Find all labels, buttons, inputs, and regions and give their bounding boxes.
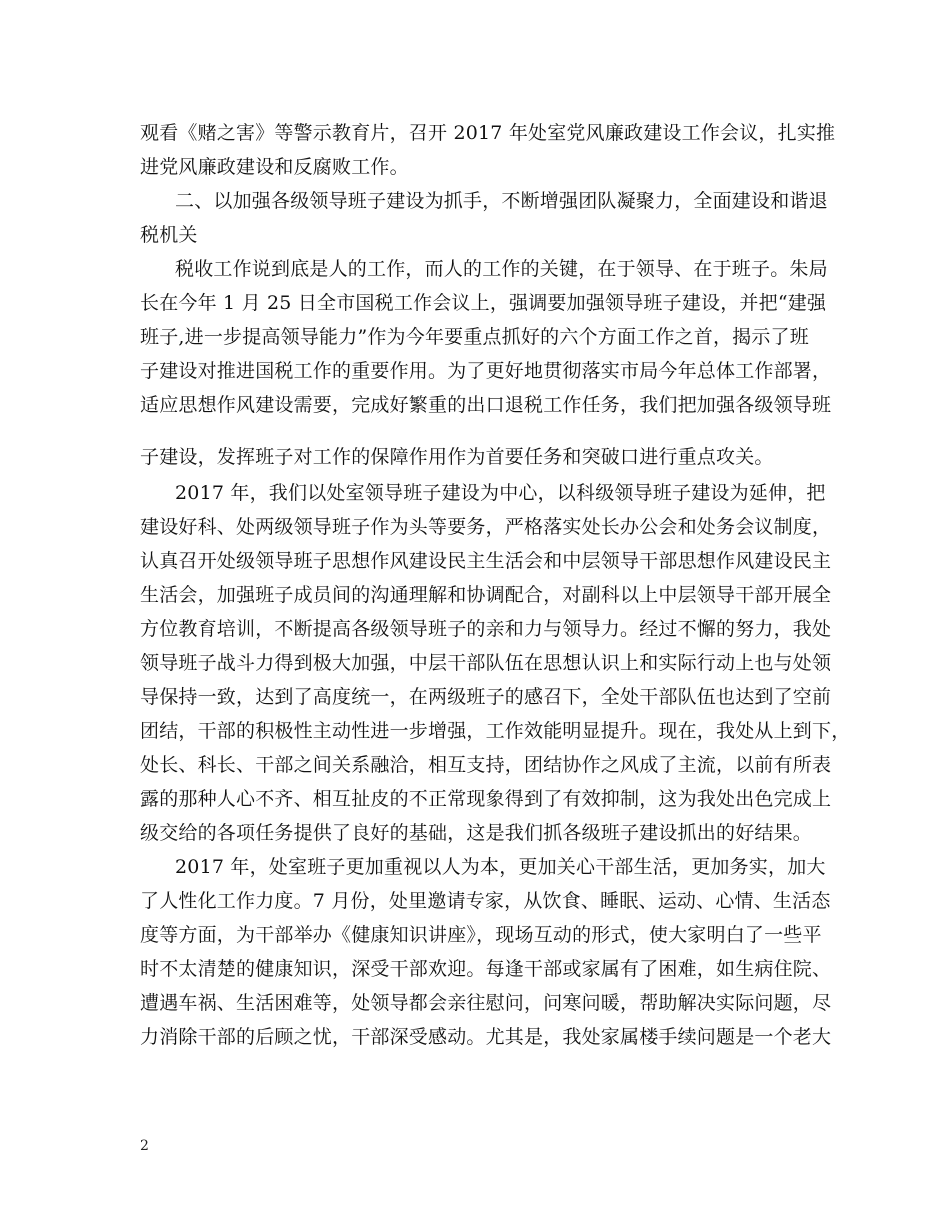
body-text-line: 导保持一致，达到了高度统一，在两级班子的感召下，全处干部队伍也达到了空前 [140, 686, 832, 708]
body-text-line: 方位教育培训，不断提高各级领导班子的亲和力与领导力。经过不懈的努力，我处 [140, 618, 832, 640]
body-text-line: 时不太清楚的健康知识，深受干部欢迎。每逢干部或家属有了困难，如生病住院、 [140, 958, 832, 980]
body-text-line: 子建设，发挥班子对工作的保障作用作为首要任务和突破口进行重点攻关。 [140, 446, 774, 468]
body-text-line: 认真召开处级领导班子思想作风建设民主生活会和中层领导干部思想作风建设民主 [140, 550, 832, 572]
body-text-line: 2017 年，处室班子更加重视以人为本，更加关心干部生活，更加务实，加大 [175, 856, 826, 878]
section-heading-line: 二、以加强各级领导班子建设为抓手，不断增强团队凝聚力，全面建设和谐退 [175, 190, 828, 212]
body-text-line: 团结，干部的积极性主动性进一步增强，工作效能明显提升。现在，我处从上到下， [140, 720, 851, 742]
body-text-line: 了人性化工作力度。7 月份，处里邀请专家，从饮食、睡眠、运动、心情、生活态 [140, 890, 831, 912]
body-text-line: 班子,进一步提高领导能力”作为今年要重点抓好的六个方面工作之首，揭示了班 [140, 326, 809, 348]
body-text-line: 生活会，加强班子成员间的沟通理解和协调配合，对副科以上中层领导干部开展全 [140, 584, 832, 606]
body-text-line: 适应思想作风建设需要，完成好繁重的出口退税工作任务，我们把加强各级领导班 [140, 394, 832, 416]
body-text-line: 2017 年，我们以处室领导班子建设为中心，以科级领导班子建设为延伸，把 [175, 482, 826, 504]
body-text-line: 领导班子战斗力得到极大加强，中层干部队伍在思想认识上和实际行动上也与处领 [140, 652, 832, 674]
body-text-line: 露的那种人心不齐、相互扯皮的不正常现象得到了有效抑制，这为我处出色完成上 [140, 788, 832, 810]
body-text-line: 级交给的各项任务提供了良好的基础，这是我们抓各级班子建设抓出的好结果。 [140, 822, 813, 844]
body-text-line: 遭遇车祸、生活困难等，处领导都会亲往慰问，问寒问暖，帮助解决实际问题，尽 [140, 992, 832, 1014]
body-text-line: 处长、科长、干部之间关系融洽，相互支持，团结协作之风成了主流，以前有所表 [140, 754, 832, 776]
body-text-line: 进党风廉政建设和反腐败工作。 [140, 156, 409, 178]
section-heading-line: 税机关 [140, 224, 198, 246]
body-text-line: 子建设对推进国税工作的重要作用。为了更好地贯彻落实市局今年总体工作部署， [140, 360, 832, 382]
body-text-line: 度等方面，为干部举办《健康知识讲座》，现场互动的形式，使大家明白了一些平 [140, 924, 822, 946]
body-text-line: 税收工作说到底是人的工作，而人的工作的关键，在于领导、在于班子。朱局 [175, 258, 828, 280]
body-text-line: 力消除干部的后顾之忧，干部深受感动。尤其是，我处家属楼手续问题是一个老大 [140, 1026, 832, 1048]
page-number: 2 [140, 1138, 149, 1154]
body-text-line: 长在今年 1 月 25 日全市国税工作会议上，强调要加强领导班子建设，并把“建强 [140, 292, 827, 314]
body-text-line: 观看《赌之害》等警示教育片，召开 2017 年处室党风廉政建设工作会议，扎实推 [140, 122, 836, 144]
body-text-line: 建设好科、处两级领导班子作为头等要务，严格落实处长办公会和处务会议制度， [140, 516, 832, 538]
